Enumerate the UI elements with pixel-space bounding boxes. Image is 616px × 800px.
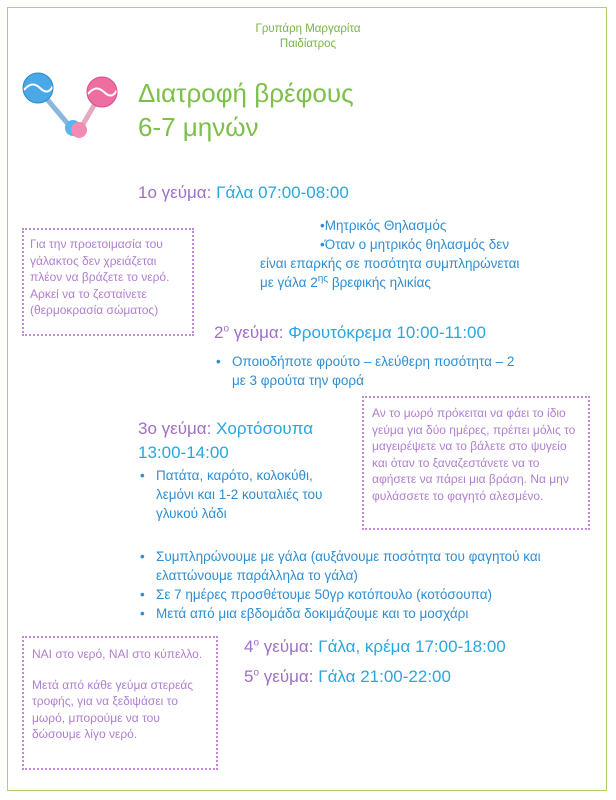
title-line-2: 6-7 μηνών: [138, 112, 259, 142]
meal-3-food: Χορτόσουπα: [216, 419, 314, 438]
author-name: Γρυπάρη Μαργαρίτα: [255, 23, 361, 35]
meal-3-item: • Συμπληρώνουμε με γάλα (αυξάνουμε ποσότητα του φαγητού και ελαττώνουμε παράλληλα το γάλα): [138, 547, 598, 585]
meal-1-food: Γάλα 07:00-08:00: [216, 183, 349, 202]
meal-3-item: • Πατάτα, καρότο, κολοκύθι, λεμόνι και 1-2 κουταλιές του γλυκού λάδι: [138, 466, 338, 523]
meal-3-item: • Μετά από μια εβδομάδα δοκιμάζουμε και το μοσχάρι: [138, 604, 598, 623]
meal-2-food: Φρουτόκρεμα 10:00-11:00: [288, 323, 486, 342]
meal-3-label: 3ο γεύμα:: [138, 419, 212, 438]
note-yes-water-line: ΝΑΙ στο νερό, ΝΑΙ στο κύπελλο.: [32, 647, 203, 661]
meal-1-item: •Μητρικός Θηλασμός: [320, 218, 447, 233]
meal-2-bullets: [214, 352, 604, 390]
meal-3-bullets-b: [138, 547, 598, 623]
meal-4-label: γεύμα:: [259, 637, 314, 656]
meal-1-cont-line-1: είναι επαρκής σε ποσότητα συμπληρώνεται: [260, 256, 520, 271]
author-block: [0, 22, 616, 52]
title-line-1: Διατροφή βρέφους: [138, 78, 354, 108]
meal-3-item: • Σε 7 ημέρες προσθέτουμε 50γρ κοτόπουλο (κοτόσουπα): [138, 585, 598, 604]
note-reheat-text: Αν το μωρό πρόκειται να φάει το ίδιο γεύμα για δύο ημέρες, πρέπει μόλις το μαγειρέψετε να το βάλετε στο ψυγείο και όταν το ξαναζεστάνετε να το αφήσετε να πάρει μια βράση. Να μην φυλάσσετε το φαγητό αλεσμένο.: [372, 406, 576, 503]
meal-2-item: • Οποιοδήποτε φρούτο – ελεύθερη ποσότητα – 2 με 3 φρούτα την φορά: [214, 352, 604, 390]
meal-1-label: 1ο γεύμα:: [138, 183, 212, 202]
meal-5-heading: $5^o$ γεύμα: Γάλα 21:00-22:00: [244, 667, 451, 686]
meal-1-continuation: [260, 254, 519, 292]
meal-1-bullets: [320, 216, 509, 254]
meal-5-label: γεύμα:: [259, 667, 314, 686]
rattle-pink-icon: [71, 77, 117, 138]
note-yes-water: [22, 636, 218, 770]
note-yes-water-detail: Μετά από κάθε γεύμα στερεάς τροφής, για να ξεδιψάσει το μωρό, μπορούμε να του δώσουμε λίγο νερό.: [32, 677, 194, 741]
meal-5-food: Γάλα 21:00-22:00: [318, 667, 451, 686]
meal-1-heading: [138, 182, 349, 204]
meal-4-food: Γάλα, κρέμα 17:00-18:00: [318, 637, 506, 656]
meal-1-cont-line-2: με γάλα $2^{\eta\varsigma}$ βρεφικής ηλικίας: [260, 273, 431, 290]
meal-3-time: 13:00-14:00: [138, 443, 229, 462]
note-reheat: [362, 396, 590, 530]
meal-3-bullets-a: [138, 466, 338, 523]
note-water: [22, 228, 194, 336]
note-water-text: Για την προετοιμασία του γάλακτος δεν χρειάζεται πλέον να βράζετε το νερό. Αρκεί να το ζεσταίνετε (θερμοκρασία σώματος): [30, 237, 170, 317]
meal-2-heading: $2^o$ γεύμα: Φρουτόκρεμα 10:00-11:00: [214, 323, 486, 342]
page-title: [138, 76, 354, 144]
rattles-icon: [18, 70, 130, 140]
meal-2-label: γεύμα:: [229, 323, 284, 342]
meal-4-heading: $4^o$ γεύμα: Γάλα, κρέμα 17:00-18:00: [244, 637, 506, 656]
author-title: Παιδίατρος: [279, 38, 337, 50]
meal-1-item: •Όταν ο μητρικός θηλασμός δεν: [320, 237, 510, 252]
meal-3-heading: [138, 418, 313, 440]
